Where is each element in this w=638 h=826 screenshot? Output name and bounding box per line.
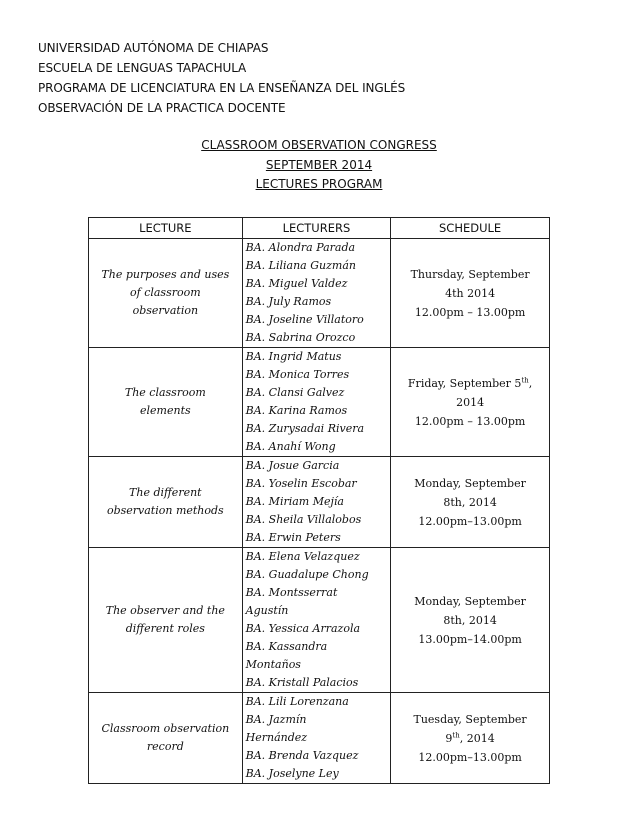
table-row (89, 693, 550, 784)
lecturers-cell (242, 457, 391, 548)
lecturer-name: BA. Yoselin Escobar (245, 477, 357, 490)
title-line: SEPTEMBER 2014 (265, 157, 373, 172)
schedule-line (394, 493, 546, 512)
table-row (89, 239, 550, 348)
lecturer-name: BA. Guadalupe Chong (245, 568, 369, 581)
schedule-cell (391, 457, 550, 548)
table-row (89, 457, 550, 548)
lecture-title-line: record (146, 740, 184, 753)
schedule-text: Tuesday, September (413, 712, 527, 726)
schedule-line (394, 374, 546, 393)
schedule-cell (391, 548, 550, 693)
lecturer-name: BA. Alondra Parada (245, 241, 356, 254)
schedule-line (394, 412, 546, 431)
lecturer-name: BA. Brenda Vazquez (245, 749, 359, 762)
lecturer-name: BA. Lili Lorenzana (245, 695, 349, 708)
schedule-text: Monday, September (414, 476, 526, 490)
header-line: PROGRAMA DE LICENCIATURA EN LA ENSEÑANZA DEL INGLÉS (38, 81, 406, 95)
lecture-title-line: The classroom (124, 386, 206, 399)
schedule-line (394, 729, 546, 748)
lecturer-name: BA. Joselyne Ley (245, 767, 339, 780)
schedule-text: Monday, September (414, 594, 526, 608)
lecturer-name: BA. Miguel Valdez (245, 277, 348, 290)
lecturer-name: BA. Erwin Peters (245, 531, 341, 544)
schedule-line (394, 748, 546, 767)
schedule-text-tail: , (528, 376, 533, 390)
lecture-title-line: The different (129, 486, 202, 499)
table-header-row (89, 218, 550, 239)
lecture-cell (89, 693, 243, 784)
header-lecture: LECTURE (89, 218, 243, 239)
schedule-text: Thursday, September (410, 267, 530, 281)
lecturer-name: BA. Monica Torres (245, 368, 350, 381)
schedule-text: 4th 2014 (445, 286, 496, 300)
lecturer-name: BA. Jazmín (245, 713, 307, 726)
schedule-cell (391, 693, 550, 784)
schedule-line (394, 710, 546, 729)
schedule-cell (391, 239, 550, 348)
schedule-cell (391, 348, 550, 457)
schedule-text: 9 (445, 731, 453, 745)
lecture-title-line: The purposes and uses (101, 268, 230, 281)
header-line: ESCUELA DE LENGUAS TAPACHULA (38, 61, 247, 75)
header-line: UNIVERSIDAD AUTÓNOMA DE CHIAPAS (38, 41, 269, 55)
schedule-text: 8th, 2014 (443, 613, 497, 627)
lecture-title-line: The observer and the (105, 604, 225, 617)
lecturer-name: BA. Josue Garcia (245, 459, 340, 472)
schedule-line (394, 592, 546, 611)
lecture-cell (89, 457, 243, 548)
lecturer-name: BA. Zurysadai Rivera (245, 422, 365, 435)
schedule-text: 12.00pm – 13.00pm (414, 414, 526, 428)
lecturers-cell (242, 693, 391, 784)
lecturers-cell (242, 548, 391, 693)
schedule-text: 13.00pm–14.00pm (418, 632, 522, 646)
lecture-title-line: Classroom observation (101, 722, 230, 735)
schedule-text: 12.00pm–13.00pm (418, 514, 522, 528)
schedule-line (394, 265, 546, 284)
lecture-title-line: different roles (125, 622, 205, 635)
lecturer-name: BA. July Ramos (245, 295, 332, 308)
schedule-line (394, 474, 546, 493)
schedule-text: Friday, September 5 (407, 376, 522, 390)
lecturer-name: BA. Ingrid Matus (245, 350, 342, 363)
lecture-title-line: observation (132, 304, 199, 317)
lecturer-name: BA. Montsserrat (245, 586, 338, 599)
lecturer-name: BA. Miriam Mejía (245, 495, 344, 508)
lecturer-name: BA. Sheila Villalobos (245, 513, 362, 526)
lecture-cell (89, 239, 243, 348)
lecturer-name: BA. Kristall Palacios (245, 676, 359, 689)
lecturer-name: Agustín (245, 604, 289, 617)
schedule-line (394, 393, 546, 412)
schedule-line (394, 630, 546, 649)
lecturers-cell (242, 239, 391, 348)
lecturer-name: BA. Liliana Guzmán (245, 259, 356, 272)
lecture-title-line: observation methods (106, 504, 224, 517)
document-header (38, 38, 405, 118)
schedule-line (394, 284, 546, 303)
lecturer-name: BA. Karina Ramos (245, 404, 348, 417)
lecturer-name: BA. Elena Velazquez (245, 550, 360, 563)
lecturer-name: Hernández (245, 731, 308, 744)
ordinal-suffix: th (452, 730, 460, 739)
lecturer-name: Montaños (245, 658, 301, 671)
title-line: LECTURES PROGRAM (255, 177, 383, 191)
schedule-text: 12.00pm–13.00pm (418, 750, 522, 764)
lecturer-name: BA. Kassandra (245, 640, 328, 653)
lecturers-cell (242, 348, 391, 457)
lecturer-name: BA. Joseline Villatoro (245, 313, 364, 326)
ordinal-suffix: th (521, 375, 529, 384)
table-row (89, 348, 550, 457)
lecturer-name: BA. Anahí Wong (245, 440, 336, 453)
lecturer-name: BA. Sabrina Orozco (245, 331, 356, 344)
schedule-text: 2014 (456, 395, 485, 409)
lecture-title-line: of classroom (130, 286, 201, 299)
program-title (0, 136, 638, 195)
lecture-cell (89, 348, 243, 457)
schedule-line (394, 512, 546, 531)
schedule-text: 12.00pm – 13.00pm (414, 305, 526, 319)
header-lecturers: LECTURERS (242, 218, 391, 239)
schedule-text-tail: , 2014 (459, 731, 495, 745)
schedule-line (394, 611, 546, 630)
lectures-table (88, 217, 550, 784)
header-line: OBSERVACIÓN DE LA PRACTICA DOCENTE (38, 101, 286, 115)
table-row (89, 548, 550, 693)
header-schedule: SCHEDULE (391, 218, 550, 239)
lecturer-name: BA. Clansi Galvez (245, 386, 345, 399)
lecture-title-line: elements (140, 404, 191, 417)
schedule-text: 8th, 2014 (443, 495, 497, 509)
lecturer-name: BA. Yessica Arrazola (245, 622, 361, 635)
lecture-cell (89, 548, 243, 693)
schedule-line (394, 303, 546, 322)
title-line: CLASSROOM OBSERVATION CONGRESS (201, 138, 437, 152)
